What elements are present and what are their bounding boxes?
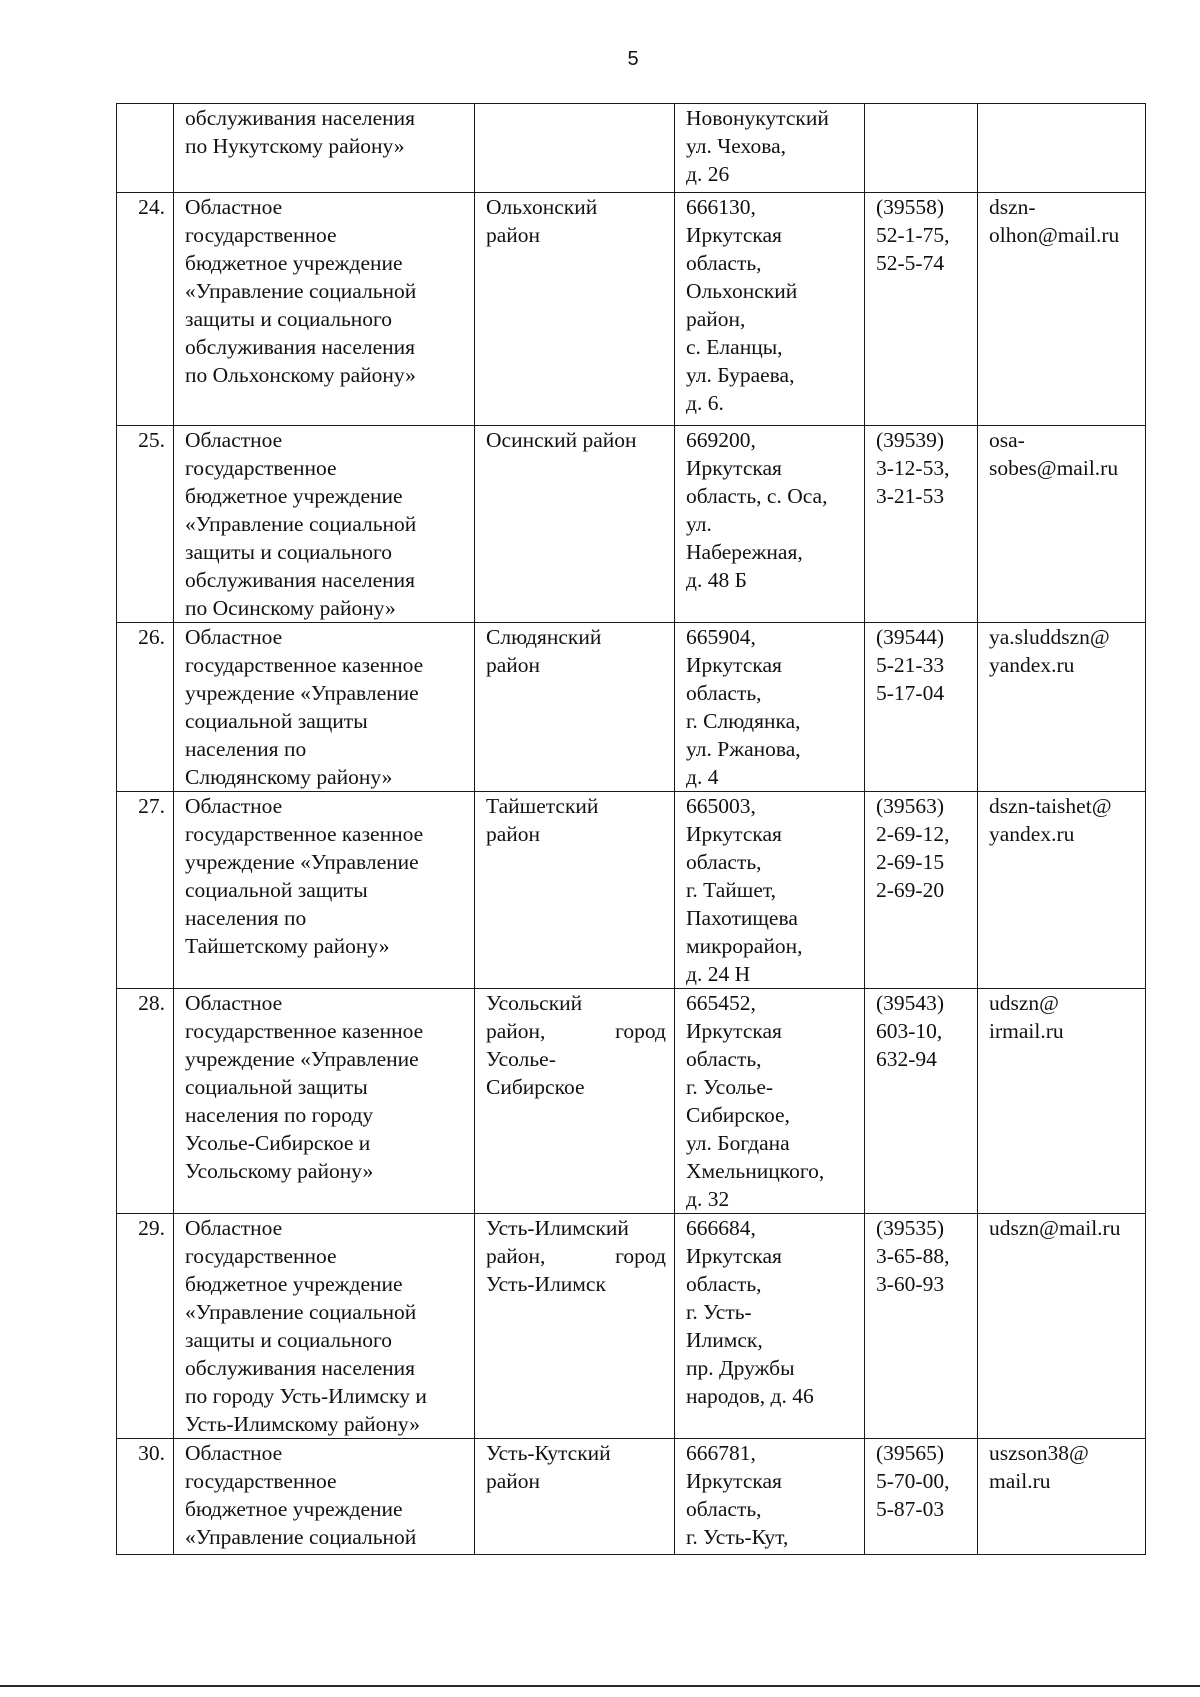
institution-name-line: по Нукутскому району» (185, 134, 405, 158)
area-line: Тайшетский (486, 794, 599, 818)
address-line: область, (686, 850, 762, 874)
table-row (117, 426, 1146, 623)
phone-line: 3-21-53 (876, 484, 945, 508)
email-line: osa- (989, 428, 1025, 452)
institution-name-line: Областное (185, 991, 283, 1015)
address-line: район, (686, 307, 746, 331)
email-line: yandex.ru (989, 822, 1075, 846)
table-row-continuation (117, 104, 1146, 193)
address-line: область, (686, 681, 762, 705)
bottom-rule (0, 1685, 1200, 1687)
row-number-cell (117, 623, 174, 792)
address-line: 665904, (686, 625, 756, 649)
address-line: Иркутская (686, 1469, 782, 1493)
institution-name-line: государственное (185, 223, 337, 247)
phone-line: (39535) (876, 1216, 945, 1240)
area-line: Слюдянский (486, 625, 602, 649)
email-cell (978, 792, 1146, 989)
address-cell (675, 792, 865, 989)
institution-name-cell (174, 1439, 475, 1555)
address-line: 669200, (686, 428, 756, 452)
phone-line: 5-70-00, (876, 1469, 950, 1493)
phone-line: 52-1-75, (876, 223, 950, 247)
institution-name-line: обслуживания населения (185, 106, 416, 130)
address-line: ул. (686, 512, 712, 536)
area-line: Осинский район (486, 428, 637, 452)
institution-name-line: учреждение «Управление (185, 681, 419, 705)
phone-line: 3-60-93 (876, 1272, 945, 1296)
address-line: г. Усть-Кут, (686, 1525, 789, 1549)
phone-line: 603-10, (876, 1019, 943, 1043)
phone-cell (865, 193, 978, 426)
area-line: Ольхонский (486, 195, 598, 219)
institution-name-line: населения по (185, 906, 307, 930)
phone-line: 2-69-12, (876, 822, 950, 846)
row-number-cell (117, 426, 174, 623)
table-row (117, 1439, 1146, 1555)
institution-name-line: бюджетное учреждение (185, 1497, 403, 1521)
institution-name-line: «Управление социальной (185, 1525, 417, 1549)
phone-line: (39563) (876, 794, 945, 818)
row-number: 28. (138, 991, 165, 1015)
institution-name-line: учреждение «Управление (185, 850, 419, 874)
email-cell (978, 1439, 1146, 1555)
row-number-cell (117, 989, 174, 1214)
institution-name-cell (174, 792, 475, 989)
phone-line: 5-87-03 (876, 1497, 945, 1521)
institution-name-line: социальной защиты (185, 1075, 368, 1099)
area-line: Усольский (486, 991, 583, 1015)
phone-cell (865, 1214, 978, 1439)
address-line: область, (686, 1497, 762, 1521)
institution-name-line: Областное (185, 1441, 283, 1465)
phone-line: (39543) (876, 991, 945, 1015)
address-line: д. 4 (686, 765, 719, 789)
email-line: udszn@ (989, 991, 1059, 1015)
phone-cell (865, 792, 978, 989)
address-line: 665452, (686, 991, 756, 1015)
email-cell (978, 623, 1146, 792)
area-line: Сибирское (486, 1075, 585, 1099)
address-line: микрорайон, (686, 934, 803, 958)
table-row (117, 792, 1146, 989)
table-row (117, 193, 1146, 426)
area-line: Усть-Илимск (486, 1272, 606, 1296)
institution-name-line: «Управление социальной (185, 1300, 417, 1324)
email-line: uszson38@ (989, 1441, 1089, 1465)
email-line: ya.sluddszn@ (989, 625, 1110, 649)
area-cell (475, 792, 675, 989)
email-cell (978, 1214, 1146, 1439)
address-line: Иркутская (686, 223, 782, 247)
area-line: район (486, 223, 541, 247)
institution-name-line: обслуживания населения (185, 1356, 416, 1380)
area-cell (475, 989, 675, 1214)
address-line: ул. Богдана (686, 1131, 790, 1155)
page-number: 5 (627, 48, 639, 70)
phone-line: 3-65-88, (876, 1244, 950, 1268)
phone-line: 2-69-15 (876, 850, 945, 874)
address-line: Иркутская (686, 653, 782, 677)
phone-cell (865, 623, 978, 792)
address-line: пр. Дружбы (686, 1356, 795, 1380)
area-line: район (486, 822, 541, 846)
address-cell (675, 104, 865, 193)
email-cell (978, 426, 1146, 623)
area-word: район, (486, 1244, 546, 1268)
institution-name-line: Областное (185, 428, 283, 452)
email-line: irmail.ru (989, 1019, 1064, 1043)
address-line: ул. Бураева, (686, 363, 795, 387)
phone-cell (865, 1439, 978, 1555)
email-line: mail.ru (989, 1469, 1051, 1493)
address-line: 666781, (686, 1441, 756, 1465)
institution-name-line: Усть-Илимскому району» (185, 1412, 420, 1436)
address-line: область, (686, 1272, 762, 1296)
institution-name-line: защиты и социального (185, 1328, 393, 1352)
area-cell (475, 426, 675, 623)
area-line: Усть-Илимский (486, 1216, 629, 1240)
phone-line: (39565) (876, 1441, 945, 1465)
phone-cell (865, 989, 978, 1214)
email-line: dszn- (989, 195, 1036, 219)
institution-name-line: населения по городу (185, 1103, 374, 1127)
institution-name-line: по Ольхонскому району» (185, 363, 416, 387)
institution-name-cell (174, 623, 475, 792)
address-line: область, (686, 1047, 762, 1071)
email-line: olhon@mail.ru (989, 223, 1120, 247)
institution-name-line: государственное казенное (185, 653, 424, 677)
address-line: Ольхонский (686, 279, 798, 303)
institution-name-line: бюджетное учреждение (185, 251, 403, 275)
address-line: область, с. Оса, (686, 484, 828, 508)
address-line: д. 6. (686, 391, 724, 415)
institution-name-line: защиты и социального (185, 307, 393, 331)
phone-line: 3-12-53, (876, 456, 950, 480)
phone-line: 52-5-74 (876, 251, 945, 275)
institution-name-line: государственное (185, 456, 337, 480)
table-row (117, 989, 1146, 1214)
area-line: район (486, 1469, 541, 1493)
phone-line: (39544) (876, 625, 945, 649)
institution-name-line: государственное (185, 1244, 337, 1268)
address-line: Хмельницкого, (686, 1159, 825, 1183)
area-cell (475, 1439, 675, 1555)
row-number-cell (117, 1439, 174, 1555)
address-line: г. Слюдянка, (686, 709, 801, 733)
institution-name-line: Областное (185, 794, 283, 818)
institution-name-cell (174, 1214, 475, 1439)
institutions-table (116, 103, 1146, 1555)
address-line: Иркутская (686, 1244, 782, 1268)
area-line: Усть-Кутский (486, 1441, 611, 1465)
institution-name-line: обслуживания населения (185, 568, 416, 592)
address-line: д. 32 (686, 1187, 730, 1211)
area-word: район, (486, 1019, 546, 1043)
address-line: г. Усолье- (686, 1075, 774, 1099)
address-cell (675, 623, 865, 792)
row-number-cell (117, 104, 174, 193)
address-line: ул. Чехова, (686, 134, 786, 158)
institution-name-cell (174, 104, 475, 193)
institution-name-line: по Осинскому району» (185, 596, 396, 620)
row-number: 27. (138, 794, 165, 818)
address-line: д. 48 Б (686, 568, 747, 592)
institution-name-line: бюджетное учреждение (185, 484, 403, 508)
address-line: народов, д. 46 (686, 1384, 814, 1408)
address-line: Илимск, (686, 1328, 763, 1352)
institution-name-line: защиты и социального (185, 540, 393, 564)
address-line: д. 26 (686, 162, 730, 186)
address-line: Пахотищева (686, 906, 798, 930)
institution-name-line: учреждение «Управление (185, 1047, 419, 1071)
email-line: dszn-taishet@ (989, 794, 1112, 818)
address-line: Иркутская (686, 1019, 782, 1043)
area-line (486, 1017, 666, 1045)
area-line (486, 1242, 666, 1270)
address-cell (675, 193, 865, 426)
address-line: 666130, (686, 195, 756, 219)
institution-name-line: государственное казенное (185, 1019, 424, 1043)
institution-name-line: Слюдянскому району» (185, 765, 393, 789)
institution-name-line: Областное (185, 1216, 283, 1240)
email-cell (978, 989, 1146, 1214)
institution-name-line: Усолье-Сибирское и (185, 1131, 371, 1155)
institution-name-line: Областное (185, 195, 283, 219)
area-cell (475, 104, 675, 193)
address-line: г. Тайшет, (686, 878, 777, 902)
address-line: ул. Ржанова, (686, 737, 801, 761)
institution-name-line: населения по (185, 737, 307, 761)
address-line: 665003, (686, 794, 756, 818)
institution-name-cell (174, 426, 475, 623)
area-line: Усолье- (486, 1047, 556, 1071)
institution-name-cell (174, 989, 475, 1214)
address-line: 666684, (686, 1216, 756, 1240)
email-line: udszn@mail.ru (989, 1216, 1121, 1240)
row-number: 26. (138, 625, 165, 649)
address-line: г. Усть- (686, 1300, 752, 1324)
email-cell (978, 193, 1146, 426)
email-line: sobes@mail.ru (989, 456, 1119, 480)
phone-line: 5-17-04 (876, 681, 945, 705)
area-cell (475, 623, 675, 792)
address-line: с. Еланцы, (686, 335, 783, 359)
email-line: yandex.ru (989, 653, 1075, 677)
address-cell (675, 1439, 865, 1555)
area-word: город (615, 1019, 666, 1043)
area-word: город (615, 1244, 666, 1268)
institution-name-line: по городу Усть-Илимску и (185, 1384, 427, 1408)
phone-line: 2-69-20 (876, 878, 945, 902)
address-line: Новонукутский (686, 106, 829, 130)
row-number-cell (117, 1214, 174, 1439)
institution-name-line: «Управление социальной (185, 512, 417, 536)
address-line: д. 24 Н (686, 962, 751, 986)
address-line: Сибирское, (686, 1103, 790, 1127)
address-cell (675, 989, 865, 1214)
institution-name-line: социальной защиты (185, 878, 368, 902)
institution-name-line: бюджетное учреждение (185, 1272, 403, 1296)
phone-cell (865, 426, 978, 623)
institution-name-line: социальной защиты (185, 709, 368, 733)
row-number: 29. (138, 1216, 165, 1240)
institution-name-line: Усольскому району» (185, 1159, 374, 1183)
row-number: 30. (138, 1441, 165, 1465)
address-cell (675, 426, 865, 623)
phone-line: (39558) (876, 195, 945, 219)
email-cell (978, 104, 1146, 193)
institution-name-line: государственное казенное (185, 822, 424, 846)
institution-name-cell (174, 193, 475, 426)
row-number: 25. (138, 428, 165, 452)
row-number-cell (117, 792, 174, 989)
area-cell (475, 193, 675, 426)
area-cell (475, 1214, 675, 1439)
phone-line: 632-94 (876, 1047, 937, 1071)
table-row (117, 623, 1146, 792)
address-line: Иркутская (686, 822, 782, 846)
table-row (117, 1214, 1146, 1439)
area-line: район (486, 653, 541, 677)
institution-name-line: обслуживания населения (185, 335, 416, 359)
address-line: Набережная, (686, 540, 803, 564)
address-line: область, (686, 251, 762, 275)
institution-name-line: Областное (185, 625, 283, 649)
phone-cell (865, 104, 978, 193)
institution-name-line: «Управление социальной (185, 279, 417, 303)
phone-line: 5-21-33 (876, 653, 945, 677)
address-cell (675, 1214, 865, 1439)
phone-line: (39539) (876, 428, 945, 452)
address-line: Иркутская (686, 456, 782, 480)
row-number: 24. (138, 195, 165, 219)
row-number-cell (117, 193, 174, 426)
table-body (117, 104, 1146, 1555)
institution-name-line: государственное (185, 1469, 337, 1493)
institution-name-line: Тайшетскому району» (185, 934, 390, 958)
